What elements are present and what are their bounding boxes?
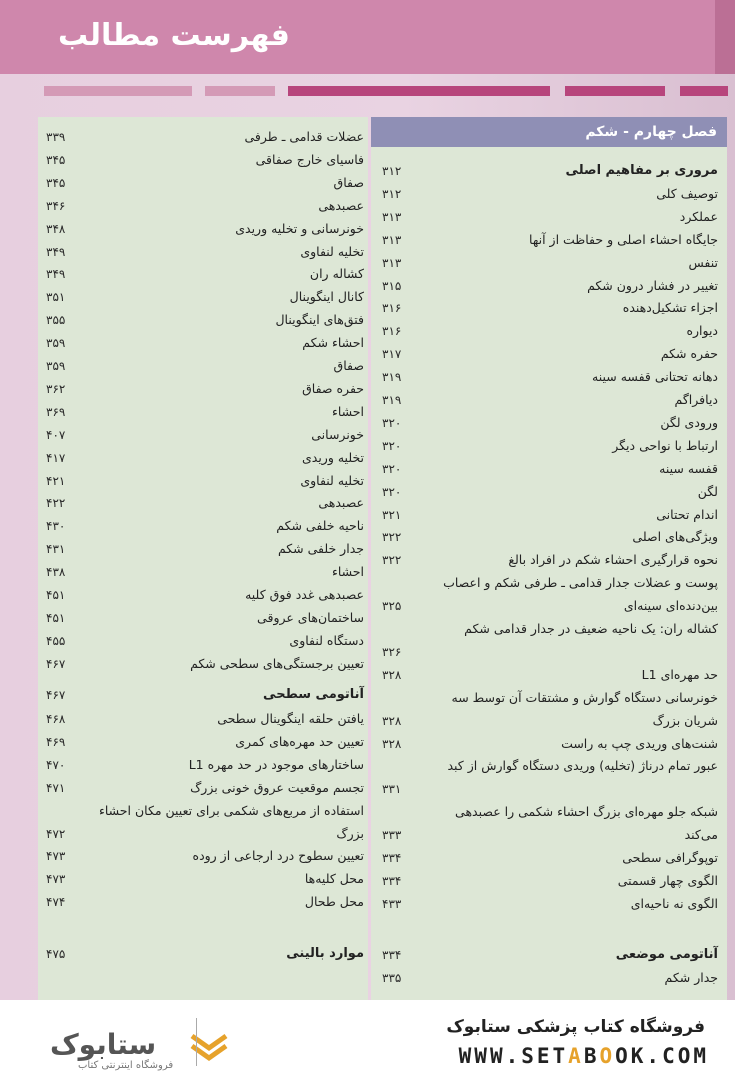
toc-entry: [382, 526, 718, 548]
toc-entry-title: کشاله ران: [309, 266, 364, 282]
toc-entry-page: ۳۲۰: [382, 415, 402, 430]
logo-wordmark: ستابوک: [50, 1028, 157, 1061]
toc-entry-title: دستگاه لنفاوی: [289, 632, 364, 648]
toc-entry-title: شریان بزرگ: [652, 712, 718, 728]
toc-entry-page: ۳۴۹: [46, 244, 66, 259]
toc-entry-title: بزرگ: [336, 825, 364, 841]
toc-entry-title: حفره شکم: [660, 346, 718, 362]
toc-entry: [46, 286, 364, 308]
toc-entry: [46, 630, 364, 652]
toc-entry: [46, 754, 364, 776]
url-part: OK.COM: [615, 1044, 709, 1068]
toc-entry: [382, 435, 718, 457]
decorative-stripe: [680, 86, 728, 96]
toc-entry: [382, 320, 718, 342]
toc-entry: [46, 584, 364, 606]
toc-entry-page: ۳۲۱: [382, 507, 402, 522]
toc-entry-title: جدار شکم: [664, 970, 718, 985]
chapter-heading: فصل چهارم - شکم: [371, 117, 727, 147]
toc-entry-page: ۴۷۴: [46, 895, 66, 910]
toc-entry-title: اجزاء تشکیل‌دهنده: [622, 300, 718, 316]
toc-entry: [382, 641, 718, 663]
toc-entry-page: ۴۷۵: [46, 947, 66, 961]
toc-entry-title: یافتن حلقه اینگوینال سطحی: [217, 711, 364, 726]
toc-entry: [46, 708, 364, 730]
toc-entry: [46, 149, 364, 171]
toc-entry: [382, 801, 718, 823]
toc-entry-title: الگوی چهار قسمتی: [617, 872, 718, 888]
toc-entry-page: ۴۳۱: [46, 542, 66, 557]
toc-entry: [382, 778, 718, 800]
toc-entry-page: ۳۲۲: [382, 530, 402, 545]
url-part: WWW.SET: [458, 1044, 569, 1068]
toc-entry-page: ۴۳۰: [46, 519, 66, 534]
toc-entry-page: ۴۳۸: [46, 565, 66, 580]
toc-entry-page: ۳۳۴: [382, 851, 402, 865]
toc-entry: [382, 297, 718, 319]
toc-entry: [46, 241, 364, 263]
toc-entry-title: تعیین برجستگی‌های سطحی شکم: [190, 655, 364, 671]
footer-divider: [196, 1018, 197, 1066]
toc-entry: [46, 424, 364, 446]
toc-entry: [46, 845, 364, 867]
decorative-stripe: [565, 86, 665, 96]
toc-entry: [382, 572, 718, 594]
toc-entry: [46, 263, 364, 285]
toc-entry-page: ۴۲۱: [46, 473, 66, 488]
toc-entry-page: ۳۱۲: [382, 164, 402, 178]
toc-entry-title: ساختمان‌های عروقی: [257, 609, 364, 625]
toc-entry-title: پوست و عضلات جدار قدامی ـ طرفی شکم و اعصاب: [443, 575, 718, 591]
toc-entry-page: ۴۶۸: [46, 712, 66, 726]
toc-entry-title: نحوه قرارگیری احشاء شکم در افراد بالغ: [508, 552, 718, 568]
toc-entry-page: ۴۲۲: [46, 496, 66, 511]
toc-entry-page: ۳۴۶: [46, 198, 66, 213]
toc-entry: [46, 492, 364, 514]
toc-entry: [46, 401, 364, 423]
toc-entry-page: ۴۳۳: [382, 896, 402, 911]
toc-entry-page: ۳۱۳: [382, 255, 402, 270]
toc-entry-page: ۳۲۰: [382, 438, 402, 453]
toc-entry-title: حد مهره‌ای L1: [641, 666, 718, 682]
toc-entry-title: آناتومی سطحی: [263, 687, 364, 702]
toc-entry-title: خونرسانی و تخلیه وریدی: [235, 220, 364, 236]
toc-entry-page: ۳۶۹: [46, 404, 66, 419]
toc-entry-page: ۴۷۳: [46, 872, 66, 887]
toc-entry-page: ۳۲۸: [382, 736, 402, 751]
toc-entry-title: اندام تحتانی: [656, 506, 718, 522]
toc-entry-page: ۴۶۷: [46, 688, 66, 702]
toc-entry: [382, 847, 718, 869]
decorative-stripe: [44, 86, 192, 96]
toc-entry-title: عبور تمام درناژ (تخلیه) وریدی دستگاه گوارش از کبد: [447, 758, 718, 774]
toc-entry-title: تخلیه لنفاوی: [300, 243, 364, 259]
toc-entry: [382, 710, 718, 732]
toc-entry-page: ۳۱۶: [382, 301, 402, 316]
toc-entry-title: ساختارهای موجود در حد مهره L1: [188, 756, 364, 772]
toc-entry: [46, 607, 364, 629]
toc-entry: [382, 944, 718, 966]
toc-entry-title: فتق‌های اینگوینال: [275, 312, 364, 328]
toc-entry-page: ۳۱۲: [382, 186, 402, 201]
toc-entry-page: ۴۵۱: [46, 610, 66, 625]
toc-entry-page: ۳۳۳: [382, 828, 402, 843]
toc-entry-page: ۳۶۲: [46, 381, 66, 396]
toc-entry: [382, 160, 718, 182]
toc-entry: [46, 943, 364, 965]
toc-entry-title: ناحیه خلفی شکم: [276, 518, 364, 534]
toc-entry-page: ۴۶۹: [46, 734, 66, 749]
logo-tagline: فروشگاه اینترنتی کتاب: [78, 1060, 174, 1071]
toc-entry-title: صفاق: [333, 174, 364, 190]
toc-entry-page: ۳۴۵: [46, 175, 66, 190]
toc-entry: [382, 481, 718, 503]
toc-entry-title: حفره صفاق: [302, 380, 364, 396]
toc-entry: [382, 252, 718, 274]
toc-entry-title: کانال اینگوینال: [289, 289, 364, 305]
toc-entry: [46, 891, 364, 913]
toc-entry: [46, 470, 364, 492]
toc-entry-page: ۳۳۹: [46, 130, 66, 144]
toc-entry: [382, 733, 718, 755]
toc-entry: [382, 183, 718, 205]
url-accent: A: [568, 1044, 584, 1068]
toc-entry: [382, 755, 718, 777]
toc-entry: [46, 731, 364, 753]
toc-entry-page: ۴۷۲: [46, 826, 66, 841]
toc-entry-title: می‌کند: [684, 827, 718, 843]
toc-entry: [382, 206, 718, 228]
toc-entry-title: عصبدهی: [318, 197, 364, 213]
toc-entry: [46, 332, 364, 354]
decorative-stripe: [288, 86, 550, 96]
toc-entry-title: مروری بر مفاهیم اصلی: [565, 163, 718, 178]
toc-entry-title: توپوگرافی سطحی: [622, 850, 718, 865]
toc-entry-page: ۳۴۵: [46, 152, 66, 167]
toc-entry: [382, 595, 718, 617]
toc-entry-page: ۳۱۳: [382, 209, 402, 224]
toc-entry-page: ۳۳۴: [382, 873, 402, 888]
toc-entry: [382, 549, 718, 571]
toc-entry: [382, 664, 718, 686]
toc-entry-page: ۳۳۱: [382, 782, 402, 797]
toc-entry-page: ۳۲۰: [382, 484, 402, 499]
toc-entry-page: ۳۵۱: [46, 290, 66, 305]
toc-entry-title: شبکه جلو مهره‌ای بزرگ احشاء شکمی را عصبدهی: [455, 804, 718, 820]
toc-entry: [382, 343, 718, 365]
toc-entry: [382, 967, 718, 989]
toc-entry: [46, 515, 364, 537]
toc-entry-page: ۳۵۹: [46, 359, 66, 373]
toc-entry-title: آناتومی موضعی: [615, 947, 718, 962]
toc-entry-title: فاسیای خارج صفاقی: [255, 151, 364, 167]
toc-entry-title: احشاء: [331, 564, 364, 580]
toc-entry: [46, 447, 364, 469]
toc-entry: [46, 823, 364, 845]
toc-entry-page: ۳۱۵: [382, 278, 402, 293]
toc-entry-page: ۴۷۳: [46, 849, 66, 864]
toc-entry: [46, 195, 364, 217]
toc-entry-title: دهانه تحتانی قفسه سینه: [592, 369, 718, 385]
toc-entry-page: ۳۵۹: [46, 336, 66, 351]
toc-entry-title: عملکرد: [679, 208, 718, 224]
toc-entry-title: تغییر در فشار درون شکم: [587, 277, 718, 293]
toc-entry-title: تخلیه لنفاوی: [300, 472, 364, 488]
toc-entry-title: بین‌دنده‌ای سینه‌ای: [623, 598, 718, 614]
toc-entry-title: جایگاه احشاء اصلی و حفاظت از آنها: [529, 231, 718, 247]
setabook-logo: [38, 1022, 288, 1072]
toc-entry-page: ۳۳۴: [382, 948, 402, 962]
toc-entry-page: ۳۱۶: [382, 324, 402, 339]
toc-entry: [382, 687, 718, 709]
toc-entry-title: تعیین سطوح درد ارجاعی از روده: [192, 848, 364, 864]
toc-entry-page: ۳۲۸: [382, 713, 402, 728]
toc-entry: [382, 824, 718, 846]
toc-entry-title: محل طحال: [304, 894, 364, 910]
toc-entry-page: ۳۳۵: [382, 971, 402, 985]
toc-entry-page: ۳۲۵: [382, 599, 402, 614]
toc-entry-title: استفاده از مربع‌های شکمی برای تعیین مکان احشاء: [98, 802, 364, 818]
toc-entry-title: تخلیه وریدی: [301, 449, 364, 465]
toc-entry: [382, 229, 718, 251]
toc-entry: [46, 538, 364, 560]
chevron-logo-icon: [188, 1030, 230, 1066]
toc-entry-title: خونرسانی دستگاه گوارش و مشتقات آن توسط سه: [451, 689, 718, 705]
store-footer: [0, 1000, 735, 1080]
toc-entry-title: دیافراگم: [674, 392, 718, 407]
toc-entry-page: ۳۱۹: [382, 370, 402, 385]
toc-entry-title: ورودی لگن: [660, 414, 718, 430]
toc-entry: [46, 218, 364, 240]
decorative-stripe: [205, 86, 275, 96]
toc-entry-page: ۳۱۷: [382, 347, 402, 362]
toc-entry: [382, 366, 718, 388]
toc-entry: [382, 458, 718, 480]
toc-entry-page: ۴۶۷: [46, 656, 66, 671]
toc-entry: [382, 275, 718, 297]
toc-entry: [382, 893, 718, 915]
toc-entry-title: ارتباط با نواحی دیگر: [612, 437, 718, 453]
toc-entry-title: لگن: [697, 483, 718, 499]
toc-entry-page: ۳۱۹: [382, 393, 402, 407]
toc-entry: [46, 172, 364, 194]
toc-entry-page: ۳۲۸: [382, 667, 402, 682]
toc-entry: [46, 309, 364, 331]
toc-entry-page: ۳۲۰: [382, 461, 402, 476]
toc-entry-title: الگوی نه ناحیه‌ای: [630, 895, 718, 911]
toc-entry-page: ۳۴۹: [46, 267, 66, 282]
toc-entry-title: تجسم موقعیت عروق خونی بزرگ: [190, 779, 364, 795]
toc-entry: [46, 868, 364, 890]
url-part: B: [583, 1044, 600, 1068]
shop-name: فروشگاه کتاب پزشکی ستابوک: [446, 1017, 705, 1037]
toc-entry-title: کشاله ران: یک ناحیه ضعیف در جدار قدامی شکم: [464, 621, 718, 636]
toc-entry-title: تعیین حد مهره‌های کمری: [235, 733, 364, 749]
toc-entry: [46, 777, 364, 799]
toc-entry-page: ۴۵۱: [46, 588, 66, 602]
header-bar-edge: [715, 0, 735, 74]
toc-entry-page: ۳۲۲: [382, 553, 402, 568]
toc-entry-title: جدار خلفی شکم: [277, 541, 364, 557]
toc-entry-page: ۳۲۶: [382, 644, 402, 659]
toc-entry-title: توصیف کلی: [656, 185, 718, 201]
page-title: فهرست مطالب: [58, 18, 290, 53]
toc-entry: [46, 653, 364, 675]
toc-entry-title: احشاء شکم: [302, 335, 364, 351]
toc-entry: [46, 355, 364, 377]
toc-entry-title: قفسه سینه: [659, 460, 718, 476]
toc-entry-title: صفاق: [333, 358, 364, 373]
toc-entry-page: ۴۵۵: [46, 633, 66, 648]
toc-entry-title: عصبدهی غدد فوق کلیه: [245, 587, 364, 602]
toc-entry-title: احشاء: [331, 403, 364, 419]
toc-entry-title: شنت‌های وریدی چپ به راست: [561, 735, 718, 751]
toc-entry: [46, 126, 364, 148]
toc-entry: [382, 504, 718, 526]
toc-entry-page: ۴۰۷: [46, 427, 66, 442]
toc-entry-title: خونرسانی: [311, 426, 364, 442]
toc-entry: [46, 561, 364, 583]
toc-entry-title: عضلات قدامی ـ طرفی: [244, 129, 364, 144]
toc-entry-title: محل کلیه‌ها: [304, 871, 364, 887]
toc-entry: [382, 870, 718, 892]
shop-url[interactable]: [459, 1044, 709, 1068]
url-accent: O: [599, 1044, 616, 1068]
toc-entry-page: ۳۱۳: [382, 232, 402, 247]
toc-entry-title: دیواره: [686, 323, 718, 339]
toc-entry: [46, 800, 364, 822]
toc-entry: [46, 378, 364, 400]
toc-entry-title: عصبدهی: [318, 495, 364, 511]
toc-entry-title: ویژگی‌های اصلی: [632, 529, 718, 545]
toc-entry-page: ۳۴۸: [46, 221, 66, 236]
toc-entry-page: ۳۵۵: [46, 313, 66, 328]
toc-entry: [46, 684, 364, 706]
toc-entry-page: ۴۷۱: [46, 780, 66, 795]
toc-entry-page: ۴۱۷: [46, 450, 66, 465]
toc-entry: [382, 389, 718, 411]
toc-entry-page: ۴۷۰: [46, 757, 66, 772]
toc-entry: [382, 412, 718, 434]
toc-entry: [382, 618, 718, 640]
toc-entry-title: موارد بالینی: [286, 946, 364, 961]
toc-entry-title: تنفس: [688, 254, 718, 270]
